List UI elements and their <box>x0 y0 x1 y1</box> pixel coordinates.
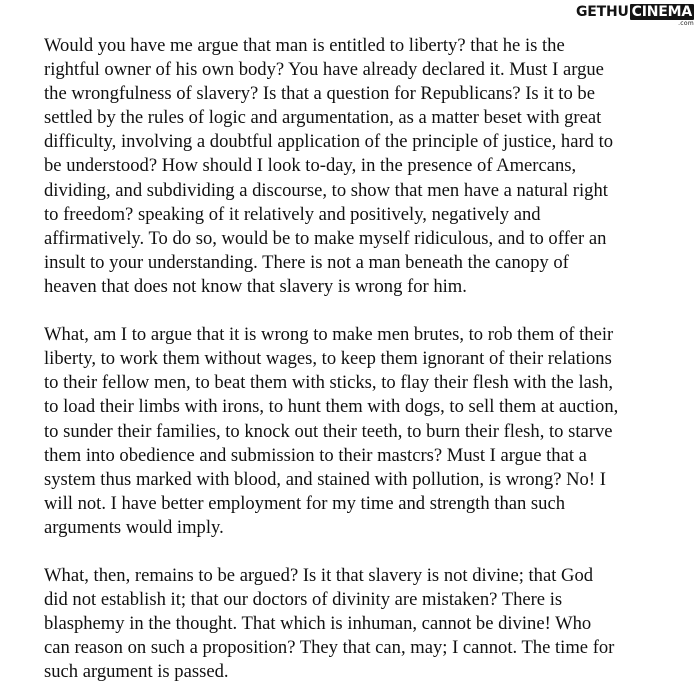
text-line: affirmatively. To do so, would be to make myself ridiculous, and to offer an <box>44 227 607 249</box>
watermark-part-2: CINEMA <box>631 4 692 20</box>
text-line: be understood? How should I look to-day, in the presence of Amercans, <box>44 155 577 177</box>
text-line: arguments would imply. <box>44 516 224 538</box>
text-line: to sunder their families, to knock out their teeth, to burn their flesh, to starve <box>44 420 613 442</box>
text-line: heaven that does not know that slavery is wrong for him. <box>44 275 467 297</box>
watermark-logo <box>576 4 694 27</box>
text-line: to freedom? speaking of it relatively and positively, negatively and <box>44 203 541 225</box>
text-line: Would you have me argue that man is entitled to liberty? that he is the <box>44 35 565 56</box>
paragraph-1 <box>44 34 676 299</box>
text-line: What, then, remains to be argued? Is it that slavery is not divine; that God <box>44 565 594 587</box>
text-line: the wrongfulness of slavery? Is that a question for Republicans? Is it to be <box>44 83 595 105</box>
paragraph-3 <box>44 564 676 684</box>
text-line: such argument is passed. <box>44 661 229 683</box>
text-line: them into obedience and submission to their mastcrs? Must I argue that a <box>44 444 587 466</box>
text-line: liberty, to work them without wages, to keep them ignorant of their relations <box>44 348 612 370</box>
text-line: blasphemy in the thought. That which is inhuman, cannot be divine! Who <box>44 613 592 635</box>
text-line: did not establish it; that our doctors of divinity are mistaken? There is <box>44 589 563 611</box>
text-line: difficulty, involving a doubtful application of the principle of justice, hard to <box>44 131 614 153</box>
text-line: can reason on such a proposition? They that can, may; I cannot. The time for <box>44 637 615 659</box>
text-line: settled by the rules of logic and argumentation, as a matter beset with great <box>44 107 602 129</box>
text-line: will not. I have better employment for my time and strength than such <box>44 492 566 514</box>
text-line: What, am I to argue that it is wrong to make men brutes, to rob them of their <box>44 324 614 346</box>
watermark-suffix: .com <box>678 20 694 27</box>
document-text <box>44 34 676 700</box>
text-line: insult to your understanding. There is not a man beneath the canopy of <box>44 251 569 273</box>
paragraph-2 <box>44 323 676 540</box>
text-line: system thus marked with blood, and stained with pollution, is wrong? No! I <box>44 468 606 490</box>
watermark-part-1: GETHU <box>575 4 629 20</box>
text-line: dividing, and subdividing a discourse, to show that men have a natural right <box>44 179 608 201</box>
text-line: to their fellow men, to beat them with sticks, to flay their flesh with the lash, <box>44 372 614 394</box>
watermark-wordmark <box>576 4 694 20</box>
text-line: rightful owner of his own body? You have already declared it. Must I argue <box>44 59 604 81</box>
text-line: to load their limbs with irons, to hunt them with dogs, to sell them at auction, <box>44 396 619 418</box>
